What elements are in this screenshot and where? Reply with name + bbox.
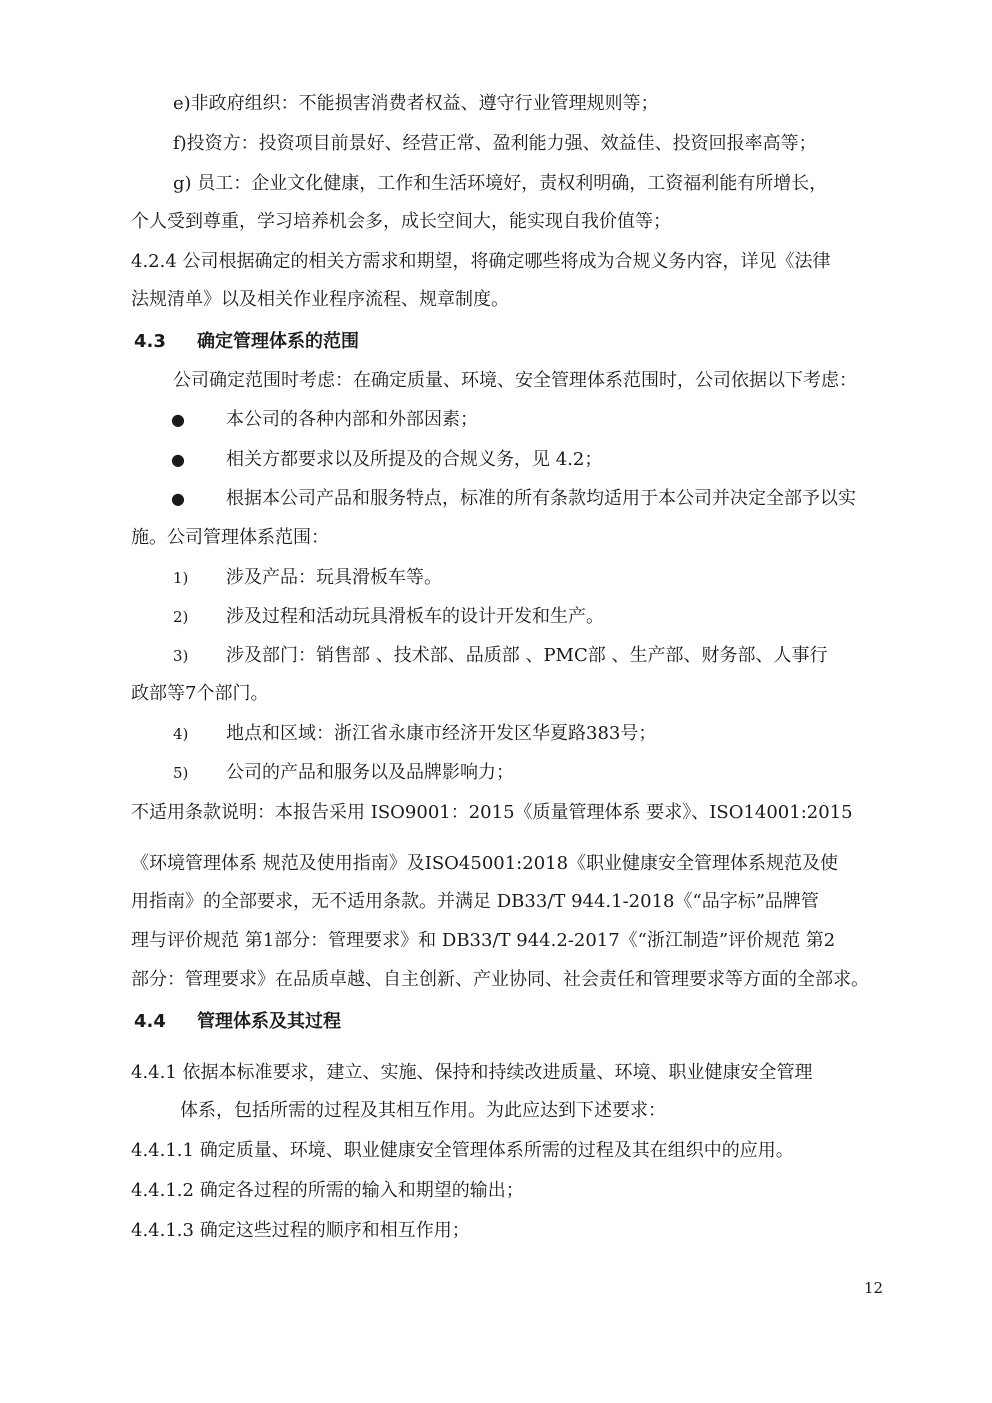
list-item: 相关方都要求以及所提及的合规义务，见 4.2； — [226, 449, 603, 470]
list-item: 公司的产品和服务以及品牌影响力； — [226, 762, 514, 783]
text-line: 公司确定范围时考虑：在确定质量、环境、安全管理体系范围时，公司依据以下考虑： — [173, 370, 857, 391]
text-line: 4.4.1.1 确定质量、环境、职业健康安全管理体系所需的过程及其在组织中的应用。 — [131, 1140, 794, 1161]
list-item: 涉及部门：销售部 、技术部、品质部 、PMC部 、生产部、财务部、人事行 — [226, 645, 828, 666]
text-line: 4.4.1 依据本标准要求，建立、实施、保持和持续改进质量、环境、职业健康安全管理 — [131, 1062, 813, 1083]
page-number: 12 — [864, 1279, 884, 1297]
text-line: 体系，包括所需的过程及其相互作用。为此应达到下述要求： — [180, 1100, 666, 1121]
section-heading: 确定管理体系的范围 — [197, 331, 359, 352]
list-item: 根据本公司产品和服务特点，标准的所有条款均适用于本公司并决定全部予以实 — [226, 488, 856, 509]
text-line: 《环境管理体系 规范及使用指南》及ISO45001:2018《职业健康安全管理体系规范及使 — [131, 853, 839, 874]
list-number: 5) — [173, 764, 189, 782]
section-number: 4.4 — [134, 1011, 166, 1032]
section-number: 4.3 — [134, 331, 166, 352]
text-line: e)非政府组织：不能损害消费者权益、遵守行业管理规则等； — [173, 93, 659, 114]
list-item: 涉及过程和活动玩具滑板车的设计开发和生产。 — [226, 606, 604, 627]
text-line: 理与评价规范 第1部分：管理要求》和 DB33/T 944.2-2017《“浙江制造”评价规范 第2 — [131, 930, 836, 951]
text-line: 用指南》的全部要求，无不适用条款。并满足 DB33/T 944.1-2018《“品字标”品牌管 — [131, 891, 819, 912]
list-item: 涉及产品：玩具滑板车等。 — [226, 567, 442, 588]
section-heading: 管理体系及其过程 — [197, 1011, 341, 1032]
list-item: 本公司的各种内部和外部因素； — [226, 409, 478, 430]
text-line: 个人受到尊重，学习培养机会多，成长空间大，能实现自我价值等； — [131, 211, 671, 232]
bullet-marker: ● — [171, 410, 185, 429]
text-line: 4.2.4 公司根据确定的相关方需求和期望，将确定哪些将成为合规义务内容，详见《法律 — [131, 251, 831, 272]
text-line: 政部等7个部门。 — [131, 683, 269, 704]
list-number: 4) — [173, 725, 189, 743]
list-number: 1) — [173, 569, 189, 587]
list-number: 2) — [173, 608, 189, 626]
text-line: 4.4.1.2 确定各过程的所需的输入和期望的输出； — [131, 1180, 524, 1201]
text-line: f)投资方：投资项目前景好、经营正常、盈利能力强、效益佳、投资回报率高等； — [173, 133, 817, 154]
bullet-marker: ● — [171, 450, 185, 469]
bullet-marker: ● — [171, 489, 185, 508]
text-line: g) 员工：企业文化健康，工作和生活环境好，责权利明确，工资福利能有所增长， — [173, 173, 828, 194]
text-line: 不适用条款说明：本报告采用 ISO9001：2015《质量管理体系 要求》、ISO14001:2015 — [131, 802, 853, 823]
text-line: 部分：管理要求》在品质卓越、自主创新、产业协同、社会责任和管理要求等方面的全部求。 — [131, 969, 869, 990]
text-line: 法规清单》以及相关作业程序流程、规章制度。 — [131, 289, 509, 310]
text-line: 4.4.1.3 确定这些过程的顺序和相互作用； — [131, 1220, 470, 1241]
text-line: 施。公司管理体系范围： — [131, 527, 329, 548]
list-number: 3) — [173, 647, 189, 665]
list-item: 地点和区域：浙江省永康市经济开发区华夏路383号； — [226, 723, 657, 744]
